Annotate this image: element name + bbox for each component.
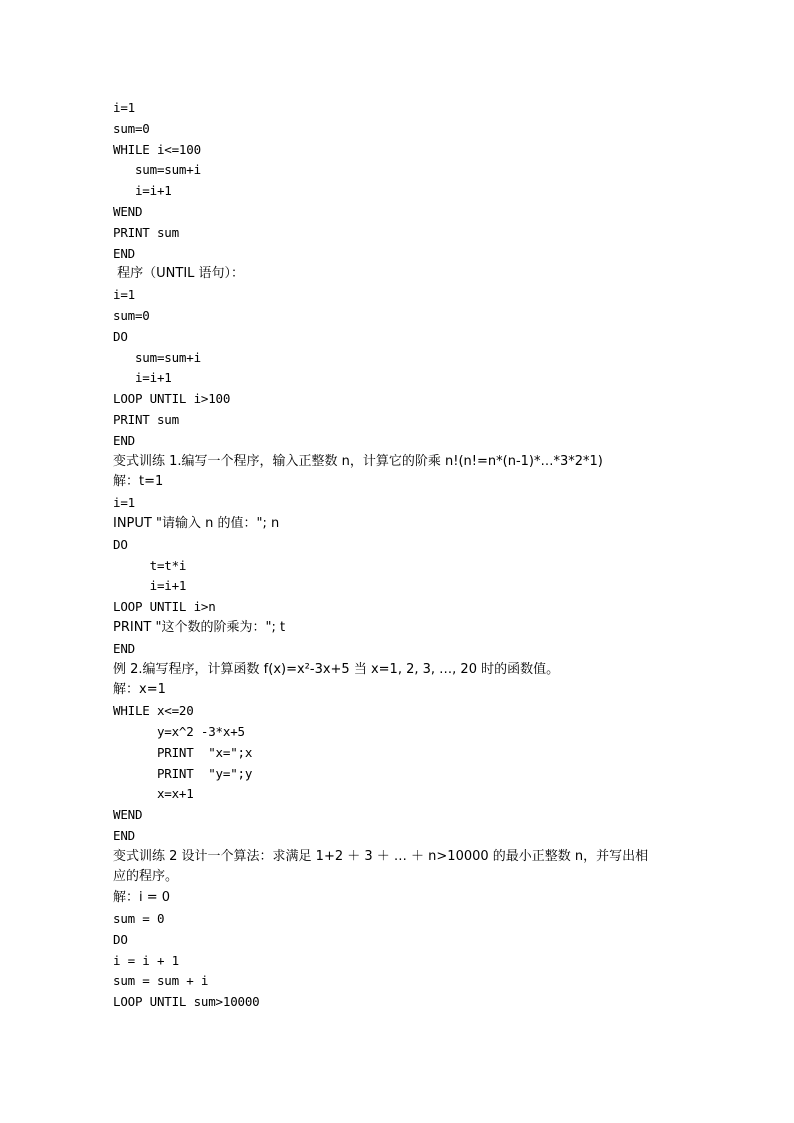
code-line: sum=0 bbox=[113, 307, 150, 323]
code-line: sum = 0 bbox=[113, 911, 165, 927]
code-line: WHILE i<=100 bbox=[113, 141, 201, 157]
exercise-prompt-continued: 应的程序。 bbox=[113, 869, 179, 885]
code-line: sum=0 bbox=[113, 120, 150, 136]
code-line: END bbox=[113, 432, 135, 448]
code-line: i=i+1 bbox=[113, 578, 187, 594]
code-line: INPUT "请输入 n 的值："; n bbox=[113, 515, 280, 531]
code-line: WEND bbox=[113, 807, 143, 823]
code-line: DO bbox=[113, 328, 128, 344]
code-line: i=1 bbox=[113, 287, 135, 303]
code-line: sum=sum+i bbox=[113, 162, 201, 178]
code-line: PRINT "y=";y bbox=[113, 765, 253, 781]
code-line: WEND bbox=[113, 203, 143, 219]
code-line: i = i + 1 bbox=[113, 952, 179, 968]
code-line: x=x+1 bbox=[113, 786, 194, 802]
code-line: i=i+1 bbox=[113, 370, 172, 386]
code-line: i=1 bbox=[113, 100, 135, 115]
code-line: PRINT sum bbox=[113, 224, 179, 240]
code-line: END bbox=[113, 245, 135, 261]
code-line: sum = sum + i bbox=[113, 973, 209, 989]
code-line: sum=sum+i bbox=[113, 349, 201, 365]
code-line: LOOP UNTIL sum>10000 bbox=[113, 994, 260, 1010]
exercise-prompt: 变式训练 1.编写一个程序，输入正整数 n，计算它的阶乘 n!(n!=n*(n-1)*…*3*2*1) bbox=[113, 453, 603, 469]
code-line: LOOP UNTIL i>100 bbox=[113, 391, 231, 407]
code-line: i=i+1 bbox=[113, 183, 172, 199]
code-line: PRINT sum bbox=[113, 411, 179, 427]
code-line: PRINT "这个数的阶乘为："; t bbox=[113, 619, 286, 635]
example-prompt: 例 2.编写程序，计算函数 f(x)=x²-3x+5 当 x=1, 2, 3, …, 20 时的函数值。 bbox=[113, 661, 560, 677]
code-line: DO bbox=[113, 536, 128, 552]
solution-line: 解：t=1 bbox=[113, 474, 164, 490]
code-line: WHILE x<=20 bbox=[113, 703, 194, 719]
code-line: y=x^2 -3*x+5 bbox=[113, 723, 245, 739]
section-heading: 程序（UNTIL 语句）： bbox=[113, 266, 245, 282]
code-line: LOOP UNTIL i>n bbox=[113, 599, 216, 615]
code-line: END bbox=[113, 640, 135, 656]
exercise-prompt: 变式训练 2 设计一个算法：求满足 1+2 ＋ 3 ＋ … ＋ n>10000 的最小正整数 n，并写出相 bbox=[113, 848, 649, 864]
solution-line: 解：i = 0 bbox=[113, 890, 171, 906]
solution-line: 解：x=1 bbox=[113, 682, 166, 698]
document-body bbox=[113, 98, 713, 1013]
code-line: PRINT "x=";x bbox=[113, 744, 253, 760]
code-line: i=1 bbox=[113, 495, 135, 511]
code-line: DO bbox=[113, 931, 128, 947]
code-line: t=t*i bbox=[113, 557, 187, 573]
code-line: END bbox=[113, 827, 135, 843]
